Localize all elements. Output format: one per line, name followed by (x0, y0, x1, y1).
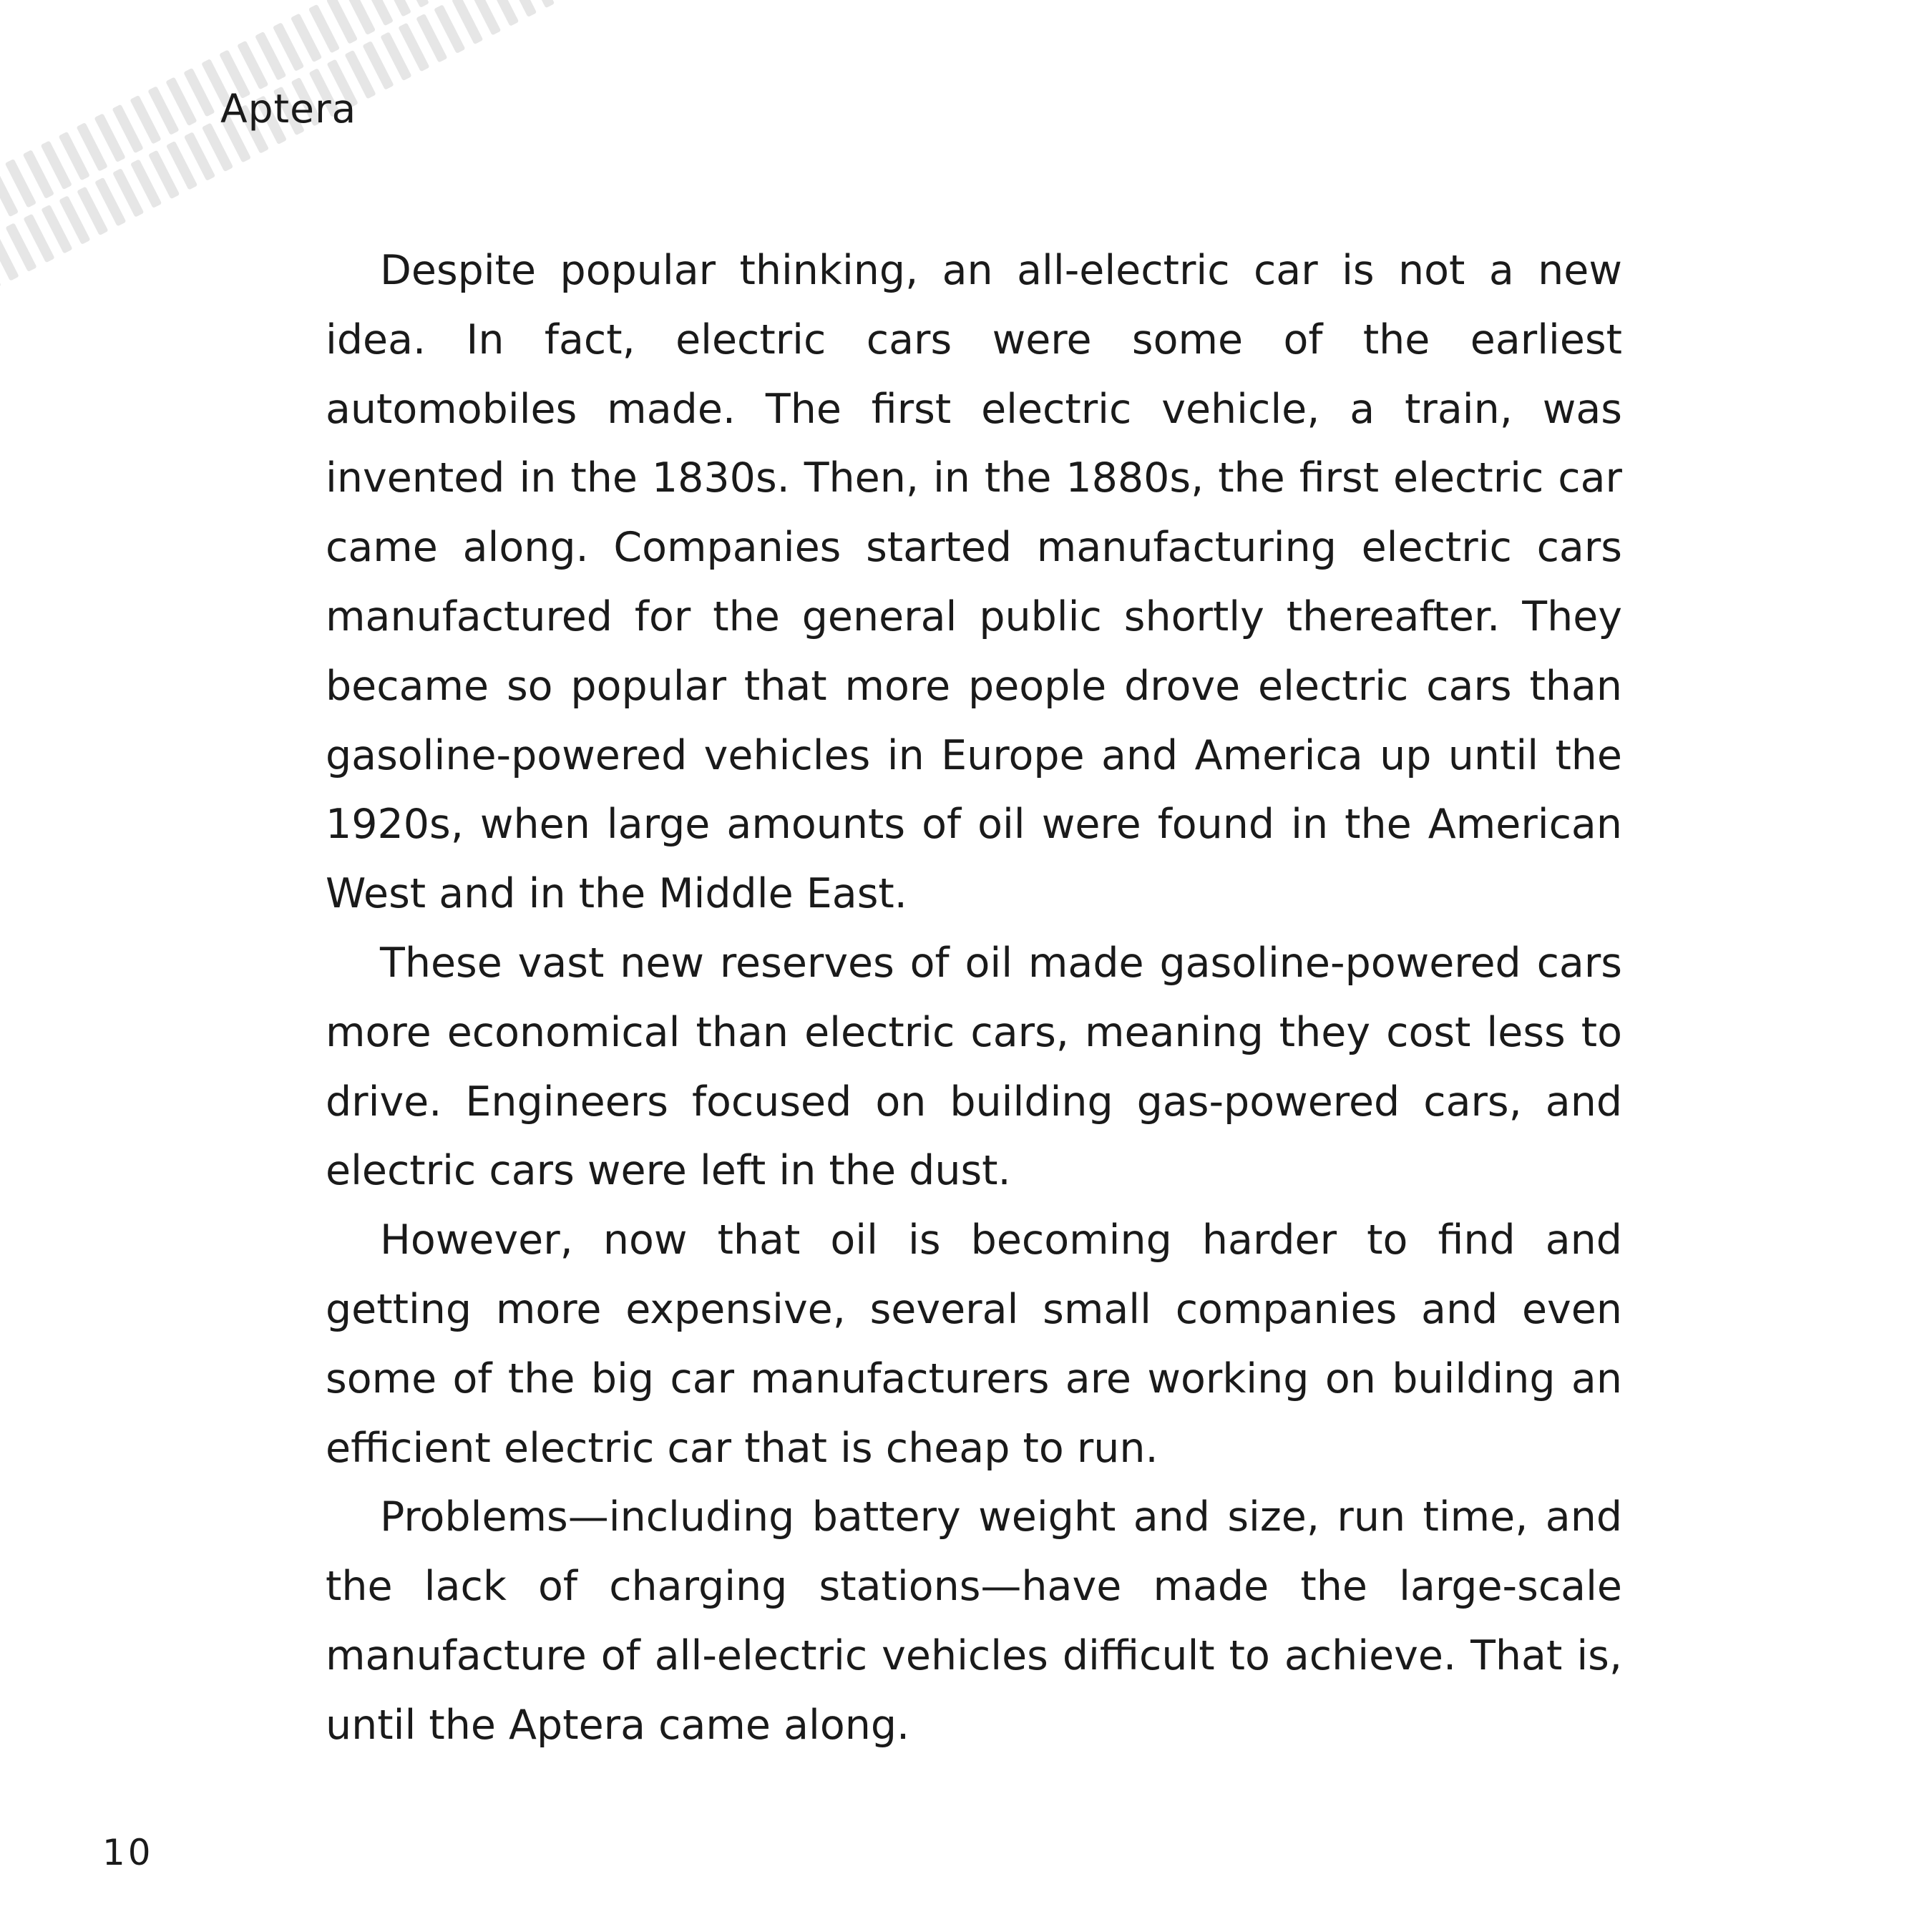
running-head: Aptera (220, 86, 357, 132)
paragraph-2: These vast new reserves of oil made gasoline-powered cars more economical than electric cars, meaning they cost less to drive. Engineers focused on building gas-powered cars, and electric cars were left in the dust. (326, 939, 1622, 1195)
paragraph-1: Despite popular thinking, an all-electric car is not a new idea. In fact, electric cars were some of the earliest automobiles made. The first electric vehicle, a train, was invented in the 1830s. Then, in the 1880s, the first electric car came along. Companies started manufacturing electric cars manufactured for the general public shortly thereafter. They became so popular that more people drove electric cars than gasoline-powered vehicles in Europe and America up until the 1920s, when large amounts of oil were found in the American West and in the Middle East. (326, 247, 1622, 918)
paragraph-4: Problems—including battery weight and size, run time, and the lack of charging stations—have made the large-scale manufacture of all-electric vehicles difficult to achieve. That is, until the Aptera came along. (326, 1493, 1622, 1749)
page-number: 10 (102, 1832, 154, 1873)
paragraph-3: However, now that oil is becoming harder to find and getting more expensive, several small companies and even some of the big car manufacturers are working on building an efficient electric car that is cheap to run. (326, 1216, 1622, 1472)
body-text (326, 236, 1622, 1760)
